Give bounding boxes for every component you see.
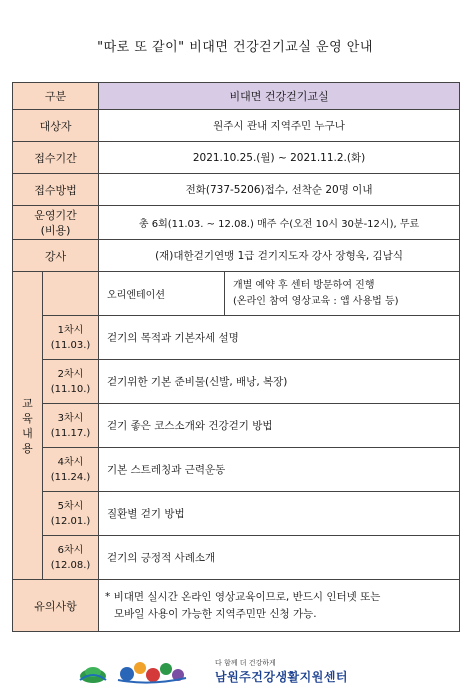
page-title: "따로 또 같이" 비대면 건강걷기교실 운영 안내 <box>97 40 373 55</box>
schedule-row <box>13 206 460 240</box>
session-title: 1차시 <box>57 324 84 336</box>
session-title: 5차시 <box>57 500 84 512</box>
session-content: 걷기 좋은 코스소개와 건강걷기 방법 <box>99 404 460 448</box>
session-date: (11.03.) <box>50 339 91 351</box>
method-row <box>13 174 460 206</box>
session-date: (12.01.) <box>50 515 91 527</box>
session-date: (11.10.) <box>50 383 91 395</box>
header-row <box>13 83 460 110</box>
schedule-label <box>13 206 99 240</box>
instructor-label: 강사 <box>13 240 99 272</box>
session-row <box>13 536 460 580</box>
session-label <box>43 316 99 360</box>
session-label <box>43 448 99 492</box>
session-row <box>13 492 460 536</box>
period-row <box>13 142 460 174</box>
instructor-row <box>13 240 460 272</box>
notice-label: 유의사항 <box>13 580 99 632</box>
orientation-desc <box>225 272 460 316</box>
schedule-label-line2: (비용) <box>40 223 71 237</box>
notice-line1: * 비대면 실시간 온라인 영상교육이므로, 반드시 인터넷 또는 <box>105 590 381 603</box>
method-label: 접수방법 <box>13 174 99 206</box>
session-content: 걷기의 목적과 기본자세 설명 <box>99 316 460 360</box>
period-label: 접수기간 <box>13 142 99 174</box>
session-row <box>13 360 460 404</box>
orientation-blank <box>43 272 99 316</box>
session-title: 2차시 <box>57 368 84 380</box>
session-date: (12.08.) <box>50 559 91 571</box>
session-date: (11.17.) <box>50 427 91 439</box>
footer-logo <box>0 650 470 690</box>
education-label-line2: 내용 <box>22 426 33 455</box>
session-date: (11.24.) <box>50 471 91 483</box>
session-row <box>13 316 460 360</box>
header-label: 구분 <box>13 83 99 110</box>
session-title: 6차시 <box>57 544 84 556</box>
target-label: 대상자 <box>13 110 99 142</box>
schedule-label-line1: 운영기간 <box>34 208 77 222</box>
session-label <box>43 492 99 536</box>
session-label <box>43 404 99 448</box>
session-row <box>13 404 460 448</box>
notice-row <box>13 580 460 632</box>
session-row <box>13 448 460 492</box>
instructor-value: (재)대한걷기연맹 1급 걷기지도자 강사 장형욱, 김남식 <box>99 240 460 272</box>
period-value: 2021.10.25.(월) ~ 2021.11.2.(화) <box>99 142 460 174</box>
notice-line2: 모바일 사용이 가능한 지역주민만 신청 가능. <box>114 607 317 620</box>
footer-slogan: 다 함께 더 건강하게 <box>215 659 276 667</box>
education-label-line1: 교육 <box>22 396 33 425</box>
session-content: 기본 스트레칭과 근력운동 <box>99 448 460 492</box>
footer-org-name: 남원주건강생활지원센터 <box>215 670 349 684</box>
notice-text <box>99 580 460 632</box>
info-table <box>12 82 460 632</box>
session-title: 4차시 <box>57 456 84 468</box>
header-value: 비대면 건강걷기교실 <box>99 83 460 110</box>
target-row <box>13 110 460 142</box>
method-value: 전화(737-5206)접수, 선착순 20명 이내 <box>99 174 460 206</box>
orientation-label: 오리엔테이션 <box>99 272 225 316</box>
session-label <box>43 536 99 580</box>
orientation-desc-line1: 개별 예약 후 센터 방문하여 진행 <box>233 279 375 291</box>
session-label <box>43 360 99 404</box>
target-value: 원주시 관내 지역주민 누구나 <box>99 110 460 142</box>
session-content: 질환별 걷기 방법 <box>99 492 460 536</box>
schedule-value: 총 6회(11.03. ~ 12.08.) 매주 수(오전 10시 30분-12시), 무료 <box>99 206 460 240</box>
session-content: 걷기위한 기본 준비물(신발, 배낭, 복장) <box>99 360 460 404</box>
session-title: 3차시 <box>57 412 84 424</box>
orientation-desc-line2: (온라인 참여 영상교육 : 앱 사용법 등) <box>233 295 399 307</box>
session-content: 걷기의 긍정적 사례소개 <box>99 536 460 580</box>
education-label <box>13 272 43 580</box>
orientation-row <box>13 272 460 316</box>
